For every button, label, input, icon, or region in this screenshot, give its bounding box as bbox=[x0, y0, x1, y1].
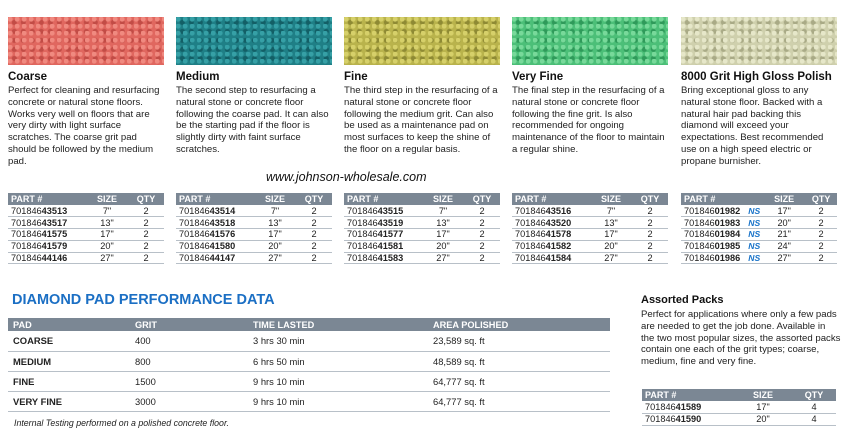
part-prefix: 701846 bbox=[645, 401, 676, 412]
size-cell: 7" bbox=[86, 205, 128, 217]
part-suffix: 41582 bbox=[545, 241, 572, 252]
part-suffix: 41578 bbox=[545, 229, 572, 240]
table-row bbox=[344, 217, 500, 229]
part-suffix: 43520 bbox=[545, 217, 572, 228]
size-cell: 7" bbox=[590, 205, 632, 217]
table-header-row bbox=[8, 318, 610, 331]
performance-table bbox=[8, 318, 610, 412]
pad-title: Coarse bbox=[8, 71, 47, 83]
grit-cell: 3000 bbox=[130, 391, 248, 411]
size-cell: 7" bbox=[422, 205, 464, 217]
header-size: SIZE bbox=[86, 193, 128, 205]
table-row bbox=[344, 229, 500, 241]
qty-cell: 2 bbox=[296, 205, 332, 217]
time-cell: 9 hrs 10 min bbox=[248, 391, 428, 411]
part-number-cell bbox=[681, 205, 763, 217]
part-number-cell bbox=[512, 229, 590, 241]
part-number-cell bbox=[176, 217, 254, 229]
size-cell: 27" bbox=[590, 252, 632, 264]
table-row bbox=[681, 217, 837, 229]
part-prefix: 701846 bbox=[347, 229, 378, 240]
table-header-row bbox=[681, 193, 837, 205]
part-number-cell bbox=[8, 240, 86, 252]
size-cell: 17" bbox=[422, 229, 464, 241]
table-row bbox=[512, 240, 668, 252]
table-row bbox=[176, 217, 332, 229]
pad-title: Very Fine bbox=[512, 71, 564, 83]
header-part: PART # bbox=[176, 193, 254, 205]
part-prefix: 701846 bbox=[515, 253, 546, 264]
part-suffix: 43517 bbox=[41, 217, 68, 228]
part-suffix: 41577 bbox=[377, 229, 404, 240]
qty-cell: 2 bbox=[632, 252, 668, 264]
table-row bbox=[512, 252, 668, 264]
grit-cell: 800 bbox=[130, 351, 248, 371]
part-table-high-gloss bbox=[681, 193, 837, 264]
header-grit: GRIT bbox=[130, 318, 248, 331]
part-number-cell bbox=[344, 205, 422, 217]
table-row bbox=[642, 401, 836, 413]
part-prefix: 701846 bbox=[11, 241, 42, 252]
pad-card-high-gloss bbox=[681, 17, 837, 168]
qty-cell: 2 bbox=[464, 252, 500, 264]
part-prefix: 701846 bbox=[684, 241, 715, 252]
pad-cell: VERY FINE bbox=[8, 391, 130, 411]
part-number-cell bbox=[176, 205, 254, 217]
part-suffix: 41584 bbox=[545, 253, 572, 264]
part-prefix: 701846 bbox=[515, 229, 546, 240]
header-area: AREA POLISHED bbox=[428, 318, 610, 331]
part-number-cell bbox=[681, 229, 763, 241]
pad-description: The final step in the resurfacing of a natural stone or concrete floor following the fine grit. Is also recommended for ongoing maintenance of the floor to maintain a regular shine. bbox=[512, 85, 665, 155]
size-cell: 20" bbox=[254, 240, 296, 252]
size-cell: 13" bbox=[422, 217, 464, 229]
table-row bbox=[8, 252, 164, 264]
area-cell: 48,589 sq. ft bbox=[428, 351, 610, 371]
table-header-row bbox=[642, 389, 836, 401]
assorted-table bbox=[642, 389, 836, 426]
qty-cell: 4 bbox=[792, 401, 836, 413]
table-row bbox=[512, 229, 668, 241]
qty-cell: 4 bbox=[792, 413, 836, 425]
part-number-cell bbox=[512, 240, 590, 252]
table-row bbox=[8, 217, 164, 229]
ns-badge: NS bbox=[748, 241, 761, 252]
part-number-cell bbox=[344, 229, 422, 241]
table-row bbox=[681, 229, 837, 241]
assorted-description: Perfect for applications where only a few pads are needed to get the job done. Available in the two most popular sizes, the assorted packs contain one each of the grit types; coarse, medium, fine and very fine. bbox=[641, 309, 841, 368]
qty-cell: 2 bbox=[296, 240, 332, 252]
qty-cell: 2 bbox=[296, 229, 332, 241]
part-number-cell bbox=[8, 217, 86, 229]
size-cell: 13" bbox=[86, 217, 128, 229]
qty-cell: 2 bbox=[805, 240, 837, 252]
part-suffix: 41589 bbox=[675, 401, 702, 412]
qty-cell: 2 bbox=[296, 217, 332, 229]
part-suffix: 43514 bbox=[209, 205, 236, 216]
header-qty: QTY bbox=[296, 193, 332, 205]
header-qty: QTY bbox=[128, 193, 164, 205]
part-prefix: 701846 bbox=[11, 229, 42, 240]
table-row bbox=[344, 240, 500, 252]
header-size: SIZE bbox=[590, 193, 632, 205]
qty-cell: 2 bbox=[805, 252, 837, 264]
part-prefix: 701846 bbox=[645, 414, 676, 424]
table-row bbox=[344, 252, 500, 264]
size-cell: 24" bbox=[763, 240, 805, 252]
qty-cell: 2 bbox=[464, 205, 500, 217]
table-row bbox=[8, 351, 610, 371]
table-row bbox=[8, 391, 610, 411]
part-suffix: 01985 bbox=[714, 241, 741, 252]
table-row bbox=[512, 217, 668, 229]
part-prefix: 701846 bbox=[347, 253, 378, 264]
time-cell: 9 hrs 10 min bbox=[248, 371, 428, 391]
header-size: SIZE bbox=[734, 389, 792, 401]
ns-badge: NS bbox=[748, 253, 761, 264]
header-pad: PAD bbox=[8, 318, 130, 331]
pad-card-very-fine bbox=[512, 17, 668, 156]
qty-cell: 2 bbox=[128, 252, 164, 264]
part-number-cell bbox=[512, 217, 590, 229]
header-qty: QTY bbox=[792, 389, 836, 401]
size-cell: 17" bbox=[254, 229, 296, 241]
part-number-cell bbox=[176, 229, 254, 241]
grit-cell: 1500 bbox=[130, 371, 248, 391]
table-header-row bbox=[176, 193, 332, 205]
size-cell: 7" bbox=[254, 205, 296, 217]
qty-cell: 2 bbox=[128, 240, 164, 252]
part-prefix: 701846 bbox=[347, 205, 378, 216]
part-suffix: 41576 bbox=[209, 229, 236, 240]
pad-description: The second step to resurfacing a natural stone or concrete floor following the coarse pad. It can also be the starting pad if the floor is slightly dirty with faint surface scratches. bbox=[176, 85, 329, 155]
size-cell: 20" bbox=[734, 413, 792, 425]
area-cell: 64,777 sq. ft bbox=[428, 371, 610, 391]
part-suffix: 43515 bbox=[377, 205, 404, 216]
part-number-cell bbox=[8, 205, 86, 217]
part-suffix: 43519 bbox=[377, 217, 404, 228]
qty-cell: 2 bbox=[632, 240, 668, 252]
qty-cell: 2 bbox=[128, 217, 164, 229]
part-number-cell bbox=[344, 252, 422, 264]
size-cell: 27" bbox=[763, 252, 805, 264]
part-prefix: 701846 bbox=[515, 241, 546, 252]
pad-card-coarse bbox=[8, 17, 164, 168]
part-prefix: 701846 bbox=[347, 217, 378, 228]
pad-cell: COARSE bbox=[8, 331, 130, 351]
part-suffix: 43513 bbox=[41, 205, 68, 216]
part-suffix: 01986 bbox=[714, 253, 741, 264]
part-number-cell bbox=[8, 229, 86, 241]
size-cell: 13" bbox=[590, 217, 632, 229]
part-number-cell bbox=[681, 217, 763, 229]
header-qty: QTY bbox=[464, 193, 500, 205]
table-row bbox=[176, 252, 332, 264]
pad-swatch bbox=[681, 17, 837, 65]
part-prefix: 701846 bbox=[11, 217, 42, 228]
ns-badge: NS bbox=[748, 229, 761, 240]
table-row bbox=[512, 205, 668, 217]
time-cell: 3 hrs 30 min bbox=[248, 331, 428, 351]
table-row bbox=[8, 331, 610, 351]
table-row bbox=[8, 229, 164, 241]
area-cell: 64,777 sq. ft bbox=[428, 391, 610, 411]
part-number-cell bbox=[8, 252, 86, 264]
qty-cell: 2 bbox=[632, 217, 668, 229]
size-cell: 13" bbox=[254, 217, 296, 229]
table-row bbox=[176, 229, 332, 241]
header-part: PART # bbox=[512, 193, 590, 205]
header-part: PART # bbox=[642, 389, 734, 401]
part-number-cell bbox=[681, 240, 763, 252]
part-number-cell bbox=[176, 240, 254, 252]
header-part: PART # bbox=[8, 193, 86, 205]
header-qty: QTY bbox=[632, 193, 668, 205]
part-number-cell bbox=[344, 217, 422, 229]
qty-cell: 2 bbox=[464, 229, 500, 241]
part-table-fine bbox=[344, 193, 500, 264]
part-prefix: 701846 bbox=[347, 241, 378, 252]
table-row bbox=[8, 371, 610, 391]
part-number-cell bbox=[642, 413, 734, 425]
pad-description: Bring exceptional gloss to any natural stone floor. Backed with a natural hair pad backing this diamond will exceed your expectations. Best recommended use on a high speed electric or propane burnisher. bbox=[681, 85, 824, 167]
part-prefix: 701846 bbox=[179, 241, 210, 252]
part-table-coarse bbox=[8, 193, 164, 264]
size-cell: 20" bbox=[763, 217, 805, 229]
ns-badge: NS bbox=[748, 205, 761, 216]
pad-card-fine bbox=[344, 17, 500, 156]
size-cell: 17" bbox=[86, 229, 128, 241]
header-part: PART # bbox=[344, 193, 422, 205]
qty-cell: 2 bbox=[464, 217, 500, 229]
size-cell: 20" bbox=[422, 240, 464, 252]
part-prefix: 701846 bbox=[11, 205, 42, 216]
pad-card-medium bbox=[176, 17, 332, 156]
size-cell: 21" bbox=[763, 229, 805, 241]
pad-title: 8000 Grit High Gloss Polish bbox=[681, 71, 832, 83]
qty-cell: 2 bbox=[128, 229, 164, 241]
part-prefix: 701846 bbox=[515, 205, 546, 216]
size-cell: 17" bbox=[763, 205, 805, 217]
pad-cell: MEDIUM bbox=[8, 351, 130, 371]
part-prefix: 701846 bbox=[684, 217, 715, 228]
part-prefix: 701846 bbox=[11, 253, 42, 264]
size-cell: 20" bbox=[590, 240, 632, 252]
pad-description: Perfect for cleaning and resurfacing concrete or natural stone floors. Works very well on floors that are very dirty with light surface scratches. The coarse grit pad should be followed by the medium pad. bbox=[8, 85, 160, 167]
size-cell: 17" bbox=[734, 401, 792, 413]
part-prefix: 701846 bbox=[515, 217, 546, 228]
qty-cell: 2 bbox=[805, 217, 837, 229]
pad-cell: FINE bbox=[8, 371, 130, 391]
header-size: SIZE bbox=[763, 193, 805, 205]
part-suffix: 43518 bbox=[209, 217, 236, 228]
pad-swatch bbox=[344, 17, 500, 65]
table-row bbox=[8, 240, 164, 252]
qty-cell: 2 bbox=[805, 229, 837, 241]
qty-cell: 2 bbox=[632, 205, 668, 217]
size-cell: 27" bbox=[86, 252, 128, 264]
part-table-medium bbox=[176, 193, 332, 264]
table-row bbox=[176, 205, 332, 217]
table-row bbox=[681, 252, 837, 264]
part-prefix: 701846 bbox=[179, 205, 210, 216]
part-prefix: 701846 bbox=[684, 205, 715, 216]
qty-cell: 2 bbox=[805, 205, 837, 217]
part-suffix: 01983 bbox=[714, 217, 741, 228]
header-time: TIME LASTED bbox=[248, 318, 428, 331]
part-suffix: 44146 bbox=[41, 253, 68, 264]
table-row bbox=[681, 240, 837, 252]
ns-badge: NS bbox=[748, 217, 761, 228]
pad-swatch bbox=[512, 17, 668, 65]
part-number-cell bbox=[176, 252, 254, 264]
time-cell: 6 hrs 50 min bbox=[248, 351, 428, 371]
pad-swatch bbox=[8, 17, 164, 65]
part-prefix: 701846 bbox=[179, 253, 210, 264]
part-number-cell bbox=[642, 401, 734, 413]
part-suffix: 01982 bbox=[714, 205, 741, 216]
part-number-cell bbox=[344, 240, 422, 252]
table-row bbox=[8, 205, 164, 217]
part-number-cell bbox=[681, 252, 763, 264]
size-cell: 27" bbox=[254, 252, 296, 264]
area-cell: 23,589 sq. ft bbox=[428, 331, 610, 351]
table-row bbox=[344, 205, 500, 217]
part-suffix: 41583 bbox=[377, 253, 404, 264]
diamond-section-title: DIAMOND PAD PERFORMANCE DATA bbox=[12, 292, 275, 308]
header-part: PART # bbox=[681, 193, 763, 205]
part-prefix: 701846 bbox=[684, 253, 715, 264]
part-suffix: 41579 bbox=[41, 241, 68, 252]
pad-swatch bbox=[176, 17, 332, 65]
part-prefix: 701846 bbox=[684, 229, 715, 240]
pad-title: Fine bbox=[344, 71, 368, 83]
testing-note: Internal Testing performed on a polished concrete floor. bbox=[14, 418, 229, 428]
part-suffix: 41590 bbox=[675, 414, 702, 424]
size-cell: 17" bbox=[590, 229, 632, 241]
part-suffix: 01984 bbox=[714, 229, 741, 240]
qty-cell: 2 bbox=[128, 205, 164, 217]
website-url: www.johnson-wholesale.com bbox=[266, 170, 427, 184]
table-header-row bbox=[8, 193, 164, 205]
part-table-very-fine bbox=[512, 193, 668, 264]
pad-description: The third step in the resurfacing of a natural stone or concrete floor following the medium grit. Can also be used as a maintenance pad on most surfaces to keep the shine of the floor on a regular basis. bbox=[344, 85, 498, 155]
part-suffix: 41581 bbox=[377, 241, 404, 252]
qty-cell: 2 bbox=[464, 240, 500, 252]
table-header-row bbox=[512, 193, 668, 205]
size-cell: 20" bbox=[86, 240, 128, 252]
table-row bbox=[681, 205, 837, 217]
grit-cell: 400 bbox=[130, 331, 248, 351]
part-number-cell bbox=[512, 252, 590, 264]
header-size: SIZE bbox=[254, 193, 296, 205]
part-suffix: 43516 bbox=[545, 205, 572, 216]
part-suffix: 41575 bbox=[41, 229, 68, 240]
table-row bbox=[176, 240, 332, 252]
table-row bbox=[642, 413, 836, 425]
header-qty: QTY bbox=[805, 193, 837, 205]
table-header-row bbox=[344, 193, 500, 205]
part-suffix: 41580 bbox=[209, 241, 236, 252]
part-prefix: 701846 bbox=[179, 229, 210, 240]
part-suffix: 44147 bbox=[209, 253, 236, 264]
qty-cell: 2 bbox=[632, 229, 668, 241]
pad-title: Medium bbox=[176, 71, 220, 83]
assorted-title: Assorted Packs bbox=[641, 294, 724, 306]
part-number-cell bbox=[512, 205, 590, 217]
size-cell: 27" bbox=[422, 252, 464, 264]
header-size: SIZE bbox=[422, 193, 464, 205]
part-prefix: 701846 bbox=[179, 217, 210, 228]
qty-cell: 2 bbox=[296, 252, 332, 264]
